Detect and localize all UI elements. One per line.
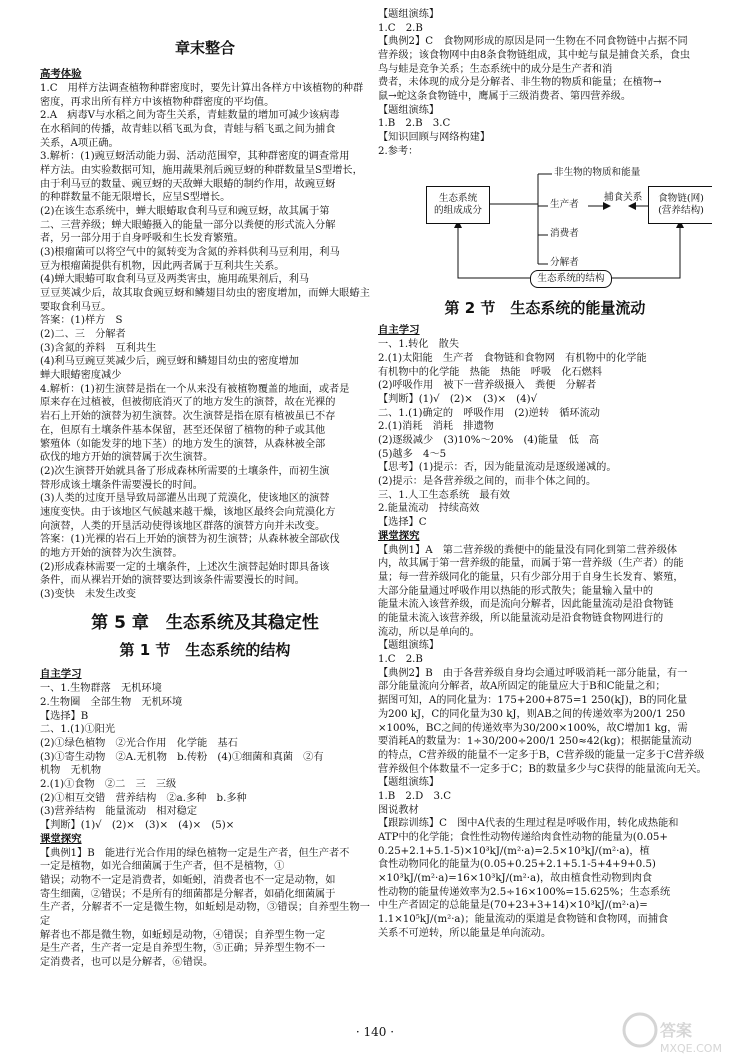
text-line: 1.C 用样方法调查植物种群密度时，要先计算出各样方中该植物的种群 [40,83,364,95]
text-line: 2.(1)消耗 消耗 排遗物 [378,421,494,433]
page-number: · 140 · [355,1024,395,1039]
text-line: 一、1.转化 散失 [378,339,460,351]
text-line: 【判断】(1)√ (2)× (3)× (4)× (5)× [40,820,235,832]
text-line: 2.(1)①食物 ②二 三 三级 [40,779,177,791]
text-line: 【思考】(1)提示：否，因为能量流动是逐级递减的。 [378,462,617,474]
text-line: 的特点，C营养级的能量不一定多于B，C营养级的能量一定多于C营养级 [378,749,705,761]
text-line: 生产者，分解者不一定是微生物，如蚯蚓是动物，③错误；自养型生物一定 [40,902,370,928]
gaokao-heading: 高考体验 [40,68,82,81]
text-line: 关系不可逆转，所以能量是单向流动。 [378,927,552,939]
text-line: 豆为根瘤菌提供有机物，因此两者属于互利共生关系。 [40,260,285,272]
text-line: 条件，而从裸岩开始的演替要达到该条件需要漫长的时间。 [40,575,305,587]
text-line: 在，但原有土壤条件基本保留，甚至还保留了植物的种子或其他 [40,424,326,436]
text-line: 2.参考： [378,145,419,157]
svg-text:答案: 答案 [660,1021,693,1040]
text-line: 有机物中的化学能 热能 热能 呼吸 化石燃料 [378,366,603,378]
text-line: 1.C 2.B [378,22,423,34]
abiotic-label: 非生物的物质和能量 [554,167,641,179]
text-line: 中生产者固定的总能量是(70+23+3+14)×10³kJ/(m²·a)= [378,900,648,912]
text-line: 【知识回顾与网络构建】 [378,132,491,144]
text-line: 豆豆荚减少后，故其取食豌豆蚜和鳞翅目幼虫的密度增加，而蝉大眼蝽主要取食利马豆。 [40,288,370,313]
text-line: 【判断】(1)√ (2)× (3)× (4)√ [378,394,538,406]
text-line: 砍伐的地方开始的演替属于次生演替。 [40,452,214,464]
text-line: 二、1.(1)①阳光 [40,724,116,736]
text-line: (3)变快 未发生改变 [40,588,136,600]
text-line: 1.C 2.B [378,654,423,666]
chapter-summary-title: 章末整合 [174,39,235,57]
text-line: 部分能量流向分解者，故A所固定的能量应大于B和C能量之和； [378,681,666,693]
predation-label: 捕食关系 [604,192,643,204]
self-study-heading-2: 自主学习 [378,324,420,337]
text-line: 要消耗A的数量为：1÷30/200÷200/1 250≈42(kg)；根据能量流动 [378,736,692,748]
text-line: (5)越多 4～5 [378,448,447,460]
answer-3 [40,314,370,382]
text-line: 一、1.生物群落 无机环境 [40,683,162,695]
classroom-heading: 课堂探究 [40,832,82,845]
structure-box: 生态系统的结构 [530,270,612,288]
text-line: 1.1×10⁵kJ/(m²·a)；能量流动的渠道是食物链和食物网，而捕食 [378,913,669,925]
text-line: 【选择】C [378,517,427,529]
classroom-heading-2: 课堂探究 [378,529,420,542]
decomposer-label: 分解者 [550,257,579,269]
text-line: 一定是植物，如光合细菌属于生产者，但不是植物，① [40,861,285,873]
text-line: 营养级但个体数量不一定多于C；B的数量多少与C获得的能量流向无关。 [378,763,707,775]
text-line: 【题组演练】 [378,640,440,652]
textbook-figure-answers [378,776,712,940]
text-line: 蝉大眼蝽密度减少 [40,370,122,382]
text-line: 答案：(1)光裸的岩石上开始的演替为初生演替；从森林被全部砍伐 [40,534,340,546]
text-line: (2)逐级减少 (3)10%～20% (4)能量 低 高 [378,435,600,447]
text-line: 在水稻间的传播，故青蛙以稻飞虱为食，青蛙与稻飞虱之间为捕食 [40,124,336,136]
text-line: (2)二、三 分解者 [40,329,126,341]
text-line: 【跟踪训练】C 图中A代表的生理过程是呼吸作用，转化成热能和 [378,818,679,830]
text-line: 2.生物圈 全部生物 无机环境 [40,697,183,709]
text-line: (4)利马豆豌豆荚减少后，豌豆蚜和鳞翅目幼虫的密度增加 [40,356,299,368]
text-line: 1.B 2.D 3.C [378,790,451,802]
text-line: 能量未流入该营养级，而是流向分解者，因此能量流动是沿食物链 [378,599,674,611]
text-line: 大部分能量通过呼吸作用以热能的形式散失；能量输入量中的 [378,585,654,597]
text-line: 据图可知，A的同化量为：175+200+875=1 250(kJ)，B的同化量 [378,695,688,707]
text-line: 食性动物同化的能量为(0.05+0.25+2.1+5.1-5+4+9+0.5) [378,859,656,871]
text-line: (2)①绿色植物 ②光合作用 化学能 基石 [40,738,238,750]
text-line: 是生产者，生产者一定是自养型生物，⑤正确；异养型生物不一 [40,943,326,955]
text-line: 营养级；该食物网中由8条食物链组成，其中蛇与鼠是捕食关系，食虫 [378,50,691,62]
ecosystem-structure-diagram [418,162,712,290]
text-line: 量；每一营养级同化的能量，只有少部分用于自身生长发育、繁殖， [378,572,684,584]
text-line: 由于利马豆的数量、豌豆蚜的天敌蝉大眼蝽的制约作用，故豌豆蚜 [40,178,336,190]
producer-label: 生产者 [550,199,579,211]
text-line: 岩石上开始的演替为初生演替。次生演替是指在原有植被虽已不存 [40,411,336,423]
text-line: 向演替，人类的开垦活动使得该地区群落的演替方向并未改变。 [40,520,326,532]
text-line: 密度，再求出所有样方中该植物种群密度的平均值。 [40,96,275,108]
self-study-answers [40,682,370,832]
component-box: 生态系统 的组成成分 [426,186,490,224]
text-line: 错误；动物不一定是消费者，如蚯蚓，消费者也不一定是动物，如 [40,875,336,887]
text-line: 机物 无机物 [40,765,102,777]
text-line: 1.B 2.B 3.C [378,118,451,130]
gaokao-answers [40,82,370,314]
text-line: 定消费者，也可以是分解者，⑥错误。 [40,957,214,969]
text-line: (3)①寄生动物 ②A.无机物 b.传粉 (4)①细菌和真菌 ②有 [40,751,324,763]
text-line: 二、1.(1)确定的 呼吸作用 (2)逆转 循环流动 [378,407,600,419]
text-line: 2.A 病毒V与水稻之间为寄生关系，青蛙数量的增加可减少该病毒 [40,110,340,122]
food-chain-box: 食物链(网) (营养结构) [648,186,712,224]
q4-explanation [40,383,370,533]
answer-4 [40,533,370,601]
text-line: 替形成该土壤条件需要漫长的时间。 [40,479,203,491]
text-line: 关系，A项正确。 [40,137,119,149]
text-line: (3)营养结构 能量流动 相对稳定 [40,806,198,818]
text-line: 【典例2】B 由于各营养级自身均会通过呼吸消耗一部分能量，有一 [378,667,688,679]
text-line: 4.解析：(1)初生演替是指在一个从来没有被植物覆盖的地面，或者是 [40,383,350,395]
text-line: 费者，未体现的成分是分解者、非生物的物质和能量；在植物→ [378,77,662,89]
text-line: 的能量未流入该营养级，所以能量流动是沿食物链食物网进行的 [378,613,664,625]
chapter-5-title: 第 5 章 生态系统及其稳定性 [91,612,319,633]
text-line: (4)蝉大眼蝽可取食利马豆及两类害虫，施用疏果剂后，利马 [40,274,310,286]
text-line: 【典例1】A 第二营养级的粪便中的能量没有同化到第二营养级体 [378,544,678,556]
example-2-answers [378,639,712,776]
text-line: 鼠→蛇这条食物链中，鹰属于三级消费者、第四营养级。 [378,91,632,103]
classroom-answers [40,847,370,970]
text-line: 样方法。由实验数据可知，施用蔬果剂后豌豆蚜的种群数量呈S型增长， [40,165,363,177]
text-line: 鸟与蛙是竞争关系；生态系统中的成分是生产者和消 [378,63,613,75]
text-line: 3.解析：(1)豌豆蚜活动能力弱、活动范围窄，其种群密度的调查常用 [40,151,350,163]
text-line: 流动，所以是单向的。 [378,626,480,638]
text-line: ×100%，BC之间的传递效率为30/200×100%，故C增加1 kg，需 [378,722,688,734]
text-line: 的地方开始的演替为次生演替。 [40,547,183,559]
text-line: (2)次生演替开始就具备了形成森林所需要的土壤条件，而初生演 [40,465,330,477]
practice-answers [378,8,712,158]
text-line: (2)在该生态系统中，蝉大眼蝽取食利马豆和豌豆蚜，故其属于第 [40,206,330,218]
text-line: 者，另一部分用于自身呼吸和生长发育繁殖。 [40,233,244,245]
text-line: 寄生细菌，②错误；不是所有的细菌都是分解者，如硝化细菌属于 [40,888,336,900]
left-column [40,8,370,1018]
text-line: 三、1.人工生态系统 最有效 [378,489,510,501]
text-line: 的种群数量不能无限增长，应呈S型增长。 [40,192,231,204]
text-line: 【典例1】B 能进行光合作用的绿色植物一定是生产者，但生产者不 [40,847,350,859]
text-line: ATP中的化学能；食性性动物传递给肉食性动物的能量为(0.05+ [378,831,668,843]
text-line: 速度变快。由于该地区气候越来越干燥，该地区最终会向荒漠化方 [40,506,336,518]
text-line: (2)提示：是各营养级之间的，而非个体之间的。 [378,476,597,488]
text-line: 【典例2】C 食物网形成的原因是同一生物在不同食物链中占据不同 [378,36,688,48]
text-line: 为200 kJ，C的同化量为30 kJ，则AB之间的传递效率为200/1 250 [378,708,686,720]
text-line: 图说教材 [378,804,419,816]
classroom-answers-2 [378,544,712,640]
text-line: (3)人类的过度开垦导致局部灌丛出现了荒漠化，使该地区的演替 [40,493,330,505]
svg-text:MXQE.COM: MXQE.COM [660,1042,722,1054]
watermark-logo [620,1010,740,1054]
self-study-heading: 自主学习 [40,668,82,681]
text-line: 0.25+2.1+5.1-5)×10³kJ/(m²·a)=2.5×10³kJ/(m²·a)，植 [378,845,650,857]
text-line: 解者也不都是微生物，如蚯蚓是动物，④错误；自养型生物一定 [40,929,326,941]
text-line: 原来存在过植被，但被彻底消灭了的地方发生的演替，故在光裸的 [40,397,336,409]
text-line: ×10³kJ/(m²·a)=16×10³kJ/(m²·a)，故由植食性动物到肉食 [378,872,653,884]
text-line: (2)呼吸作用 被下一营养级摄入 粪便 分解者 [378,380,597,392]
text-line: (3)根瘤菌可以将空气中的氮转变为含氮的养料供利马豆利用，利马 [40,247,340,259]
text-line: (2)形成森林需要一定的土壤条件，上述次生演替起始时即具备该 [40,561,330,573]
section-2-title: 第 2 节 生态系统的能量流动 [444,299,646,318]
consumer-label: 消费者 [550,228,579,240]
text-line: 性动物的能量传递效率为2.5÷16×100%=15.625%；生态系统 [378,886,671,898]
text-line: 2.能量流动 持续高效 [378,503,480,515]
text-line: 繁殖体（如能发芽的地下茎）的地方发生的演替，从森林被全部 [40,438,326,450]
text-line: 【题组演练】 [378,9,440,20]
text-line: 【题组演练】 [378,104,440,116]
text-line: (3)含氮的养料 互利共生 [40,342,157,354]
text-line: 【选择】B [40,710,89,722]
self-study-answers-2 [378,338,712,529]
text-line: 答案：(1)样方 S [40,315,123,327]
text-line: (2)①相互交错 营养结构 ②a.多种 b.多种 [40,792,247,804]
section-1-title: 第 1 节 生态系统的结构 [119,641,291,660]
text-line: 2.(1)太阳能 生产者 食物链和食物网 有机物中的化学能 [378,353,647,365]
text-line: 【题组演练】 [378,777,440,789]
right-column [378,8,712,1018]
text-line: 二、三营养级；蝉大眼蝽摄入的能量一部分以粪便的形式流入分解 [40,219,336,231]
text-line: 内，故其属于第一营养级的能量，而属于第一营养级（生产者）的能 [378,558,684,570]
